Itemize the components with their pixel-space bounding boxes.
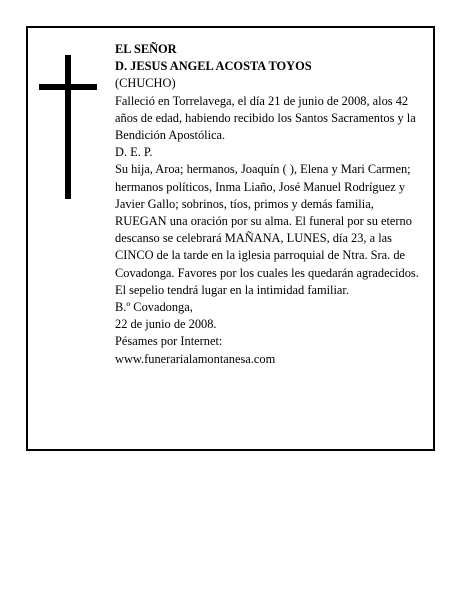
family-list: Su hija, Aroa; hermanos, Joaquín ( ), Elena y Mari Carmen; hermanos políticos, Inma Liaño, José Manuel Rodríguez y Javier Gallo; sobrinos, tíos, primos y demás familia, bbox=[115, 162, 411, 211]
condolences-label: Pésames por Internet: bbox=[115, 334, 223, 349]
cross-horizontal-bar bbox=[39, 84, 97, 90]
notice-text bbox=[115, 41, 419, 368]
notice-place: B.º Covadonga, bbox=[115, 300, 193, 315]
cross-icon bbox=[39, 55, 97, 199]
deceased-name: D. JESUS ANGEL ACOSTA TOYOS bbox=[115, 59, 312, 74]
funeral-request: RUEGAN una oración por su alma. El funeral por su eterno descanso se celebrará MAÑANA, LUNES, día 23, a las CINCO de la tarde en la iglesia parroquial de Ntra. Sra. de Covadonga. Favores por los cuales les quedarán agradecidos. bbox=[115, 214, 419, 280]
condolences-website: www.funerarialamontanesa.com bbox=[115, 351, 276, 366]
deceased-nickname: (CHUCHO) bbox=[115, 76, 176, 91]
notice-heading: EL SEÑOR bbox=[115, 42, 177, 56]
notice-date: 22 de junio de 2008. bbox=[115, 317, 217, 332]
burial-note: El sepelio tendrá lugar en la intimidad familiar. bbox=[115, 282, 349, 297]
obituary-notice bbox=[26, 26, 435, 451]
rip-text: D. E. P. bbox=[115, 145, 153, 160]
death-statement: Falleció en Torrelavega, el día 21 de junio de 2008, alos 42 años de edad, habiendo recibido los Santos Sacramentos y la Bendición Apostólica. bbox=[115, 93, 416, 143]
cross-vertical-bar bbox=[65, 55, 71, 199]
